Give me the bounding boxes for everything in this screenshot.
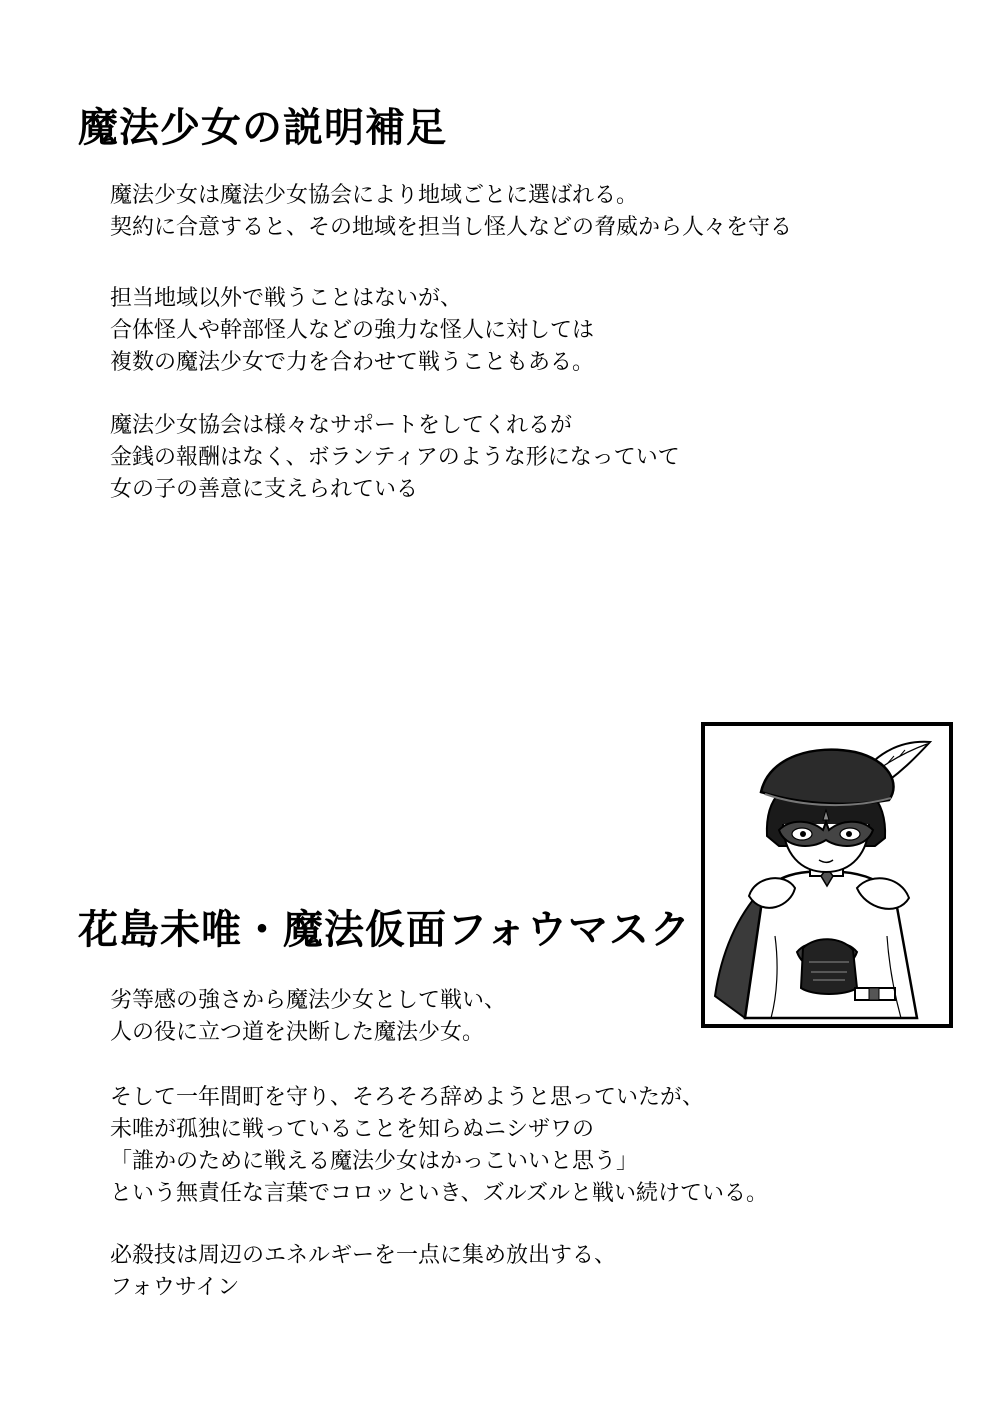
text-line: 人の役に立つ道を決断した魔法少女。 bbox=[110, 1020, 485, 1045]
text-line: 金銭の報酬はなく、ボランティアのような形になっていて bbox=[110, 445, 680, 470]
masked-magical-girl-drawing bbox=[705, 726, 949, 1024]
paragraph bbox=[110, 283, 594, 379]
paragraph bbox=[110, 1082, 768, 1210]
section-heading-character-profile: 花島未唯・魔法仮面フォウマスク bbox=[78, 907, 691, 953]
text-line: 女の子の善意に支えられている bbox=[110, 477, 419, 502]
text-line: という無責任な言葉でコロッといき、ズルズルと戦い続けている。 bbox=[110, 1181, 769, 1206]
text-line: 魔法少女協会は様々なサポートをしてくれるが bbox=[110, 413, 573, 438]
text-line: 契約に合意すると、その地域を担当し怪人などの脅威から人々を守る bbox=[110, 215, 793, 240]
text-line: 合体怪人や幹部怪人などの強力な怪人に対しては bbox=[110, 318, 595, 343]
paragraph bbox=[110, 410, 680, 506]
text-line: フォウサイン bbox=[110, 1275, 240, 1300]
text-line: 未唯が孤独に戦っていることを知らぬニシザワの bbox=[110, 1117, 595, 1142]
text-line: 魔法少女は魔法少女協会により地域ごとに選ばれる。 bbox=[110, 183, 639, 208]
character-portrait-illustration bbox=[701, 722, 953, 1028]
text-line: 複数の魔法少女で力を合わせて戦うこともある。 bbox=[110, 350, 595, 375]
section-heading-magical-girl-explanation: 魔法少女の説明補足 bbox=[78, 105, 447, 151]
text-line: 劣等感の強さから魔法少女として戦い、 bbox=[110, 988, 507, 1013]
paragraph bbox=[110, 180, 792, 244]
paragraph bbox=[110, 1240, 616, 1304]
text-line: 担当地域以外で戦うことはないが、 bbox=[110, 286, 463, 311]
text-line: 必殺技は周辺のエネルギーを一点に集め放出する、 bbox=[110, 1243, 617, 1268]
paragraph bbox=[110, 985, 506, 1049]
text-line: そして一年間町を守り、そろそろ辞めようと思っていたが、 bbox=[110, 1085, 705, 1110]
text-line: 「誰かのために戦える魔法少女はかっこいいと思う」 bbox=[110, 1149, 639, 1174]
